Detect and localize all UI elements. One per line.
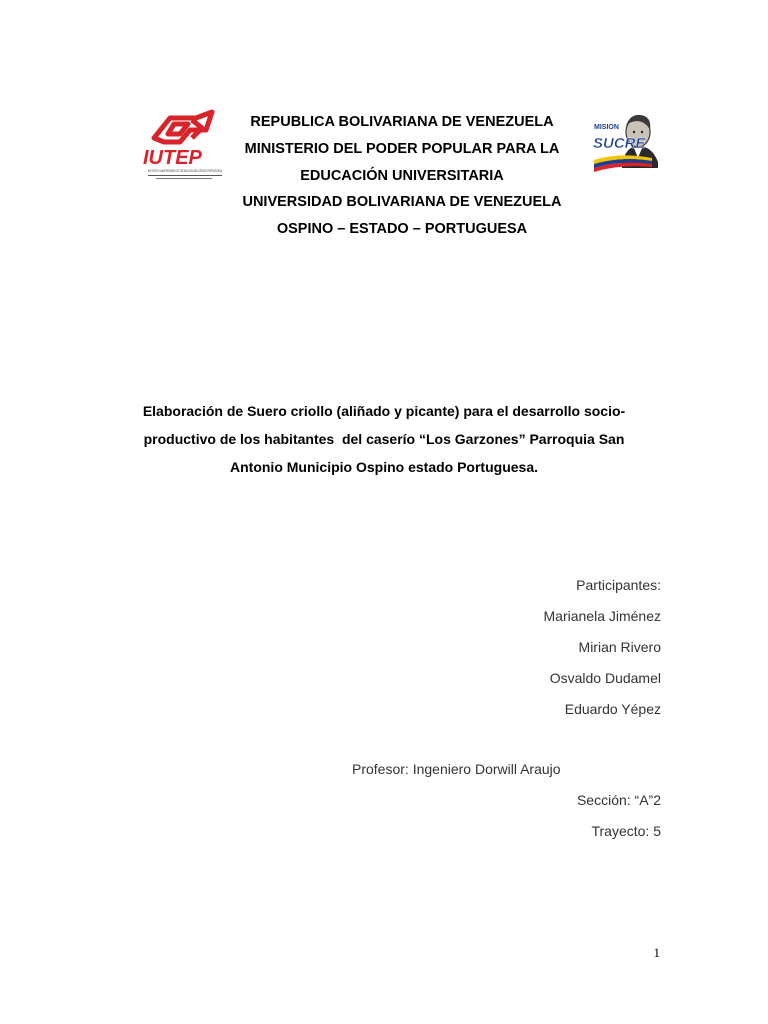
iutep-wordmark: IUTEP: [143, 147, 202, 169]
iutep-caption: INSTITUTO UNIVERSITARIO DE TECNOLOGÍA DEL ESTADO PORTUGUESA: [148, 169, 223, 173]
header-line-location: OSPINO – ESTADO – PORTUGUESA: [276, 221, 528, 238]
header-line-ministry: MINISTERIO DEL PODER POPULAR PARA LA: [244, 140, 560, 157]
page-number: 1: [653, 945, 660, 960]
participant-name: Eduardo Yépez: [564, 701, 661, 717]
participant-name: Marianela Jiménez: [543, 608, 661, 624]
section-line: Sección: “A”2: [576, 792, 661, 808]
participant-name: Osvaldo Dudamel: [549, 670, 661, 686]
institution-header: [220, 109, 584, 243]
professor-line: Profesor: Ingeniero Dorwill Araujo: [352, 761, 561, 777]
mision-word: MISION: [594, 124, 619, 131]
document-title: [138, 397, 630, 481]
title-line-1: Elaboración de Suero criollo (aliñado y picante) para el desarrollo socio-: [142, 403, 626, 419]
title-line-3: Antonio Municipio Ospino estado Portuguesa.: [230, 459, 538, 475]
header-line-education: EDUCACIÓN UNIVERSITARIA: [300, 167, 504, 184]
header-line-university: UNIVERSIDAD BOLIVARIANA DE VENEZUELA: [242, 194, 562, 211]
trayecto-line: Trayecto: 5: [591, 823, 661, 839]
iutep-logo: [140, 108, 226, 184]
participants-label: Participantes:: [576, 577, 661, 593]
title-line-2: productivo de los habitantes del caserío “Los Garzones” Parroquia San: [143, 431, 625, 447]
participant-name: Mirian Rivero: [578, 639, 661, 655]
mision-sucre-logo: [592, 108, 662, 178]
sucre-word: SUCRE: [593, 135, 646, 152]
header-line-republic: REPUBLICA BOLIVARIANA DE VENEZUELA: [250, 114, 554, 130]
